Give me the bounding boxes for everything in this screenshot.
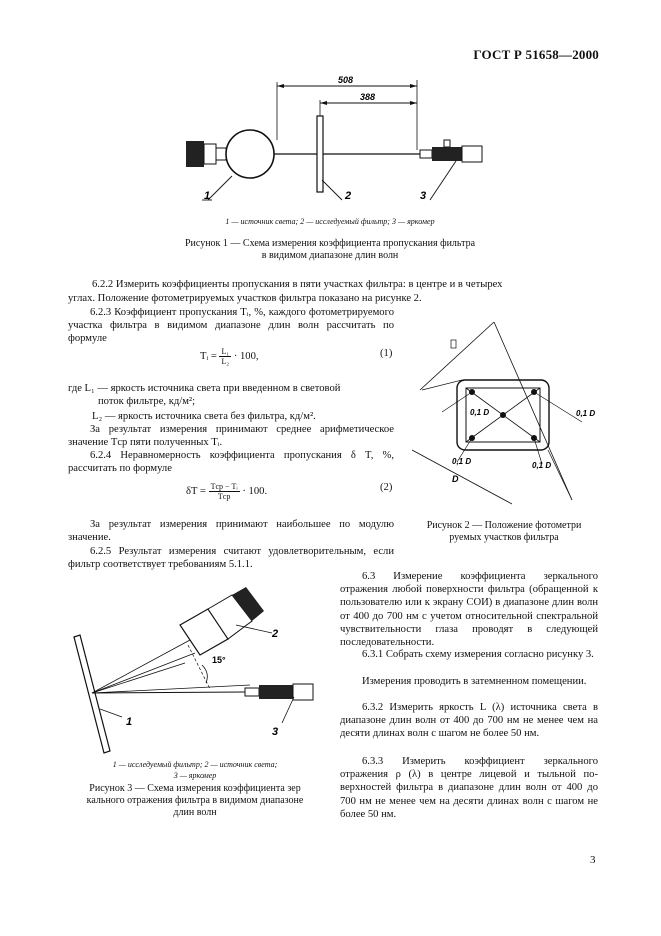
page-number: 3: [590, 854, 596, 866]
lamp-socket: [186, 141, 204, 167]
where-L1: где L₁ — яркость источника света при введенном в световой: [68, 383, 341, 394]
callout-1: 1: [126, 716, 133, 728]
dim-388: 388: [360, 92, 376, 102]
figure-1-caption-line1: Рисунок 1 — Схема измерения коэффициента пропускания фильтра: [184, 238, 476, 249]
label-D: D: [452, 474, 459, 484]
paragraph-6-2-4: 6.2.4 Неравномерность коэффициента пропускания δ T, %, рассчитать по формуле: [68, 450, 394, 475]
figure-1-caption-line2: в видимом диапазоне длин волн: [261, 250, 399, 261]
paragraph-6-2-2-line1: 6.2.2 Измерить коэффициенты пропускания в пяти участках фильтра: в центре и в четырех: [92, 279, 503, 290]
figure-3-caption-line2: кального отражения фильтра в видимом диапазоне: [86, 795, 304, 806]
label-0-1D-d: 0,1 D: [532, 461, 552, 470]
label-0-1D-b: 0,1 D: [576, 409, 596, 418]
figure-3-diagram: [60, 585, 320, 757]
dim-508: 508: [338, 75, 354, 85]
paragraph-6-2-3: 6.2.3 Коэффициент пропускания Tᵢ, %, каждого фотометрируемого участка фильтра в видимом диапазоне длин волн рассчитать по формуле: [68, 307, 394, 345]
formula-2: δT = $\frac{\text{Tср − Tᵢ}}{\text{Tср}}$ · 100.: [186, 482, 268, 501]
paragraph-6-3-1: 6.3.1 Собрать схему измерения согласно рисунку 3.: [362, 649, 594, 660]
lamp-bulb: [226, 130, 274, 178]
meter-body: [432, 147, 462, 161]
paragraph-6-3-3: 6.3.3 Измерить коэффициент зеркального отражения ρ (λ) в центре лицевой и тыльной поверхностей фильтра в диапазоне длин волн от 400 до 700 нм не менее чем на десяти длинах волн с шагом не более 50 нм.: [340, 756, 598, 820]
paragraph-6-3: 6.3 Измерение коэффициента зеркального отражения любой поверхности фильтра (обращенной к пользователю или к экрану СОИ) в диапазоне длин волн от 400 до 700 нм с учетом относительной спектральной чувствительности глаза проводят в следующей последовательности.: [340, 571, 598, 649]
figure-2-diagram: [402, 312, 602, 520]
label-0-1D-a: 0,1 D: [470, 408, 490, 417]
equation-number-2: (2): [380, 482, 393, 493]
meter-body: [259, 685, 293, 699]
where-L1-cont: поток фильтре, кд/м²;: [98, 396, 196, 407]
figure-3-legend-line1: 1 — исследуемый фильтр; 2 — источник света;: [112, 760, 278, 769]
angle-15: 15°: [212, 655, 226, 665]
figure-3-legend-line2: 3 — яркомер: [173, 771, 217, 780]
figure-2-caption-line1: Рисунок 2 — Положение фотометри: [426, 520, 582, 531]
point-center: [500, 412, 506, 418]
figure-1-legend: 1 — источник света; 2 — исследуемый фильтр; 3 — яркомер: [225, 217, 435, 226]
paragraph-6-3-1-b: Измерения проводить в затемненном помещении.: [362, 676, 587, 687]
callout-2: 2: [272, 628, 279, 640]
paragraph-6-2-2-line2: углах. Положение фотометрируемых участков фильтра показано на рисунке 2.: [68, 293, 422, 304]
callout-2: 2: [345, 190, 352, 202]
label-0-1D-c: 0,1 D: [452, 457, 472, 466]
paragraph-result-2: За результат измерения принимают наибольшее по модулю значение.: [68, 519, 394, 544]
figure-3-caption-line1: Рисунок 3 — Схема измерения коэффициента зер: [89, 783, 301, 794]
figure-2-caption-line2: руемых участков фильтра: [449, 532, 559, 543]
callout-3: 3: [420, 190, 427, 202]
formula-1: Tᵢ = $\frac{\text{L₁}}{\text{L₂}}$ · 100,: [200, 347, 259, 366]
figure-3-caption-line3: длин волн: [173, 807, 217, 818]
where-L2: L₂ — яркость источника света без фильтра, кд/м².: [92, 411, 316, 422]
document-header: ГОСТ Р 51658—2000: [473, 47, 599, 62]
filter-plate-slanted: [74, 635, 110, 753]
callout-3: 3: [272, 726, 279, 738]
equation-number-1: (1): [380, 348, 393, 359]
paragraph-6-2-5: 6.2.5 Результат измерения считают удовлетворительным, если фильтр соответствует требованиям 5.1.1.: [68, 546, 394, 571]
paragraph-6-3-2: 6.3.2 Измерить яркость L (λ) источника света в диапазоне длин волн от 400 до 700 нм не менее чем на десяти длинах волн с шагом не более 50 нм.: [340, 702, 598, 740]
paragraph-result-1: За результат измерения принимают среднее арифметическое значение Tср пяти полученных Tᵢ.: [68, 424, 394, 449]
callout-1: 1: [204, 190, 211, 202]
figure-1-diagram: [170, 70, 510, 212]
